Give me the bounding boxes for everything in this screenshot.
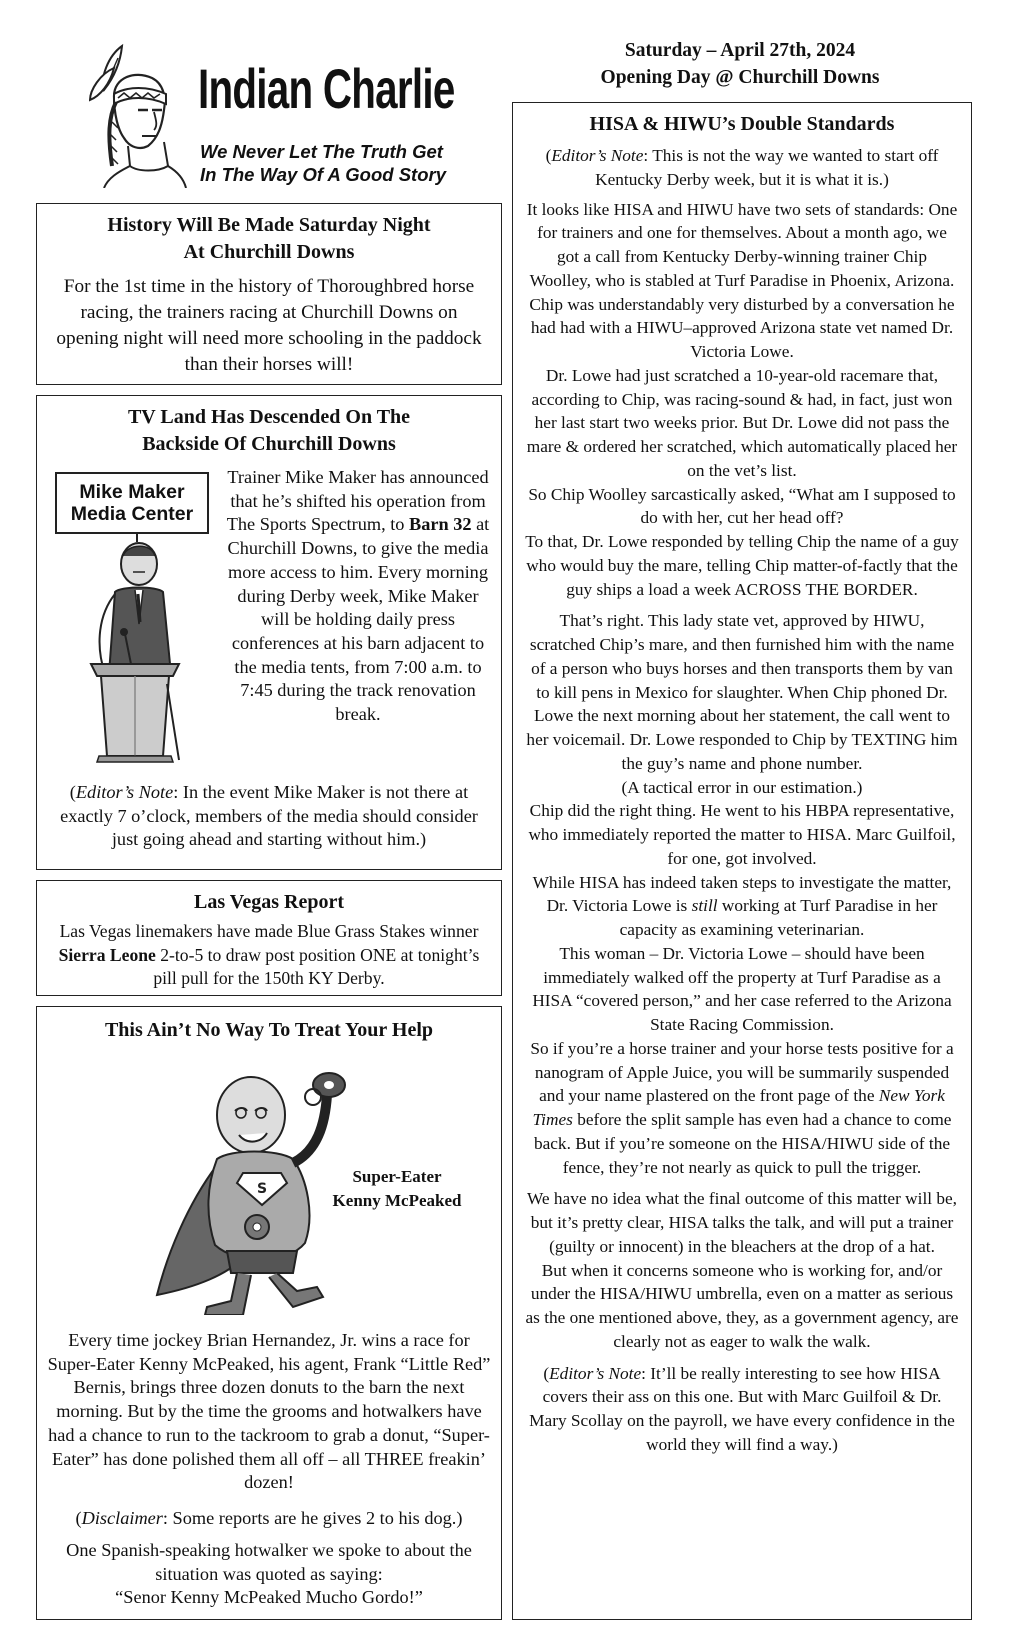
barn-number: Barn 32 (409, 514, 472, 535)
hisa-note-text: : This is not the way we wanted to start off Kentucky Derby week, but it is what it is.) (595, 146, 939, 189)
indian-charlie-mascot-icon (78, 38, 188, 188)
hisa-editors-note: (Editor’s Note: This is not the way we wanted to start off Kentucky Derby week, but it is what it is.) (545, 146, 939, 189)
masthead-title: Indian Charlie (198, 57, 455, 120)
tvland-editors-note: (Editor’s Note: In the event Mike Maker is not there at exactly 7 o’clock, members of the media should consider just going ahead and starting without him.) (60, 782, 478, 850)
history-headline-line-1: History Will Be Made Saturday Night (107, 214, 431, 236)
hisa-headline: HISA & HIWU’s Double Standards (589, 113, 895, 135)
hisa-body (525, 144, 959, 1457)
hisa-paragraph-5: To that, Dr. Lowe responded by telling Chip the name of a guy who would buy the mare, telling Chip matter-of-factly that the guy ships a load a week ACROSS THE BORDER. (525, 532, 959, 599)
caption-line-1: Super-Eater (352, 1167, 442, 1186)
help-headline: This Ain’t No Way To Treat Your Help (104, 1019, 434, 1041)
tagline-line-1: We Never Let The Truth Get (200, 141, 443, 162)
horse-name: Sierra Leone (58, 944, 156, 965)
vegas-body-text-1: Las Vegas linemakers have made Blue Grass Stakes winner (59, 921, 479, 941)
help-quote (47, 1539, 491, 1610)
mike-maker-podium-illustration (55, 534, 215, 764)
hisa-paragraph-3: Dr. Lowe had just scratched a 10-year-old racemare that, according to Chip, was racing-sound & had, in fact, just won her last start two weeks prior. But Dr. Lowe did not pass the mare & ordered her scratched, which automatically placed her on the vet’s list. (526, 365, 958, 480)
hisa-paragraph-6b: (A tactical error in our estimation.) (621, 777, 863, 797)
hisa-note-label: Editor’s Note (551, 146, 644, 165)
cartoon-caption (307, 1165, 487, 1212)
hisa-paragraph-6: That’s right. This lady state vet, approved by HIWU, scratched Chip’s mare, and then furnished him with the name of a person who buys horses and then transports them by van to kill pens in Mexico for slaughter. When Chip phoned Dr. Lowe the next morning about her statement, the call went to her voicemail. Dr. Lowe responded to Chip by TEXTING him the guy’s name and phone number. (526, 611, 958, 773)
hisa-paragraph-4: So Chip Woolley sarcastically asked, “What am I supposed to do with her, cut her head off? (528, 484, 956, 528)
quote-text: “Senor Kenny McPeaked Mucho Gordo!” (115, 1587, 423, 1608)
issue-date: Saturday – April 27th, 2024 (624, 40, 856, 61)
hisa-paragraph-1: It looks like HISA and HIWU have two sets of standards: One for trainers and one for themselves. About a month ago, we got a call from Kentucky Derby-winning trainer Chip Woolley, who is stabled at Turf Paradise in Phoenix, Arizona. (526, 199, 958, 290)
history-body: For the 1st time in the history of Thoroughbred horse racing, the trainers racing at Churchill Downs on opening night will need more schooling in the paddock than their horses will! (56, 276, 482, 375)
masthead-tagline (200, 140, 446, 186)
help-article (36, 1006, 502, 1620)
hisa-paragraph-12: But when it concerns someone who is working for, and/or under the HISA/HIWU umbrella, even on a matter as serious as the one mentioned above, they, as a government agency, are clearly not as eager to walk the walk. (525, 1260, 959, 1351)
svg-text:S: S (256, 1181, 268, 1197)
sign-line-2: Media Center (70, 503, 194, 525)
quote-intro: One Spanish-speaking hotwalker we spoke to about the situation was quoted as saying: (66, 1540, 472, 1584)
tvland-headline-line-1: TV Land Has Descended On The (127, 406, 411, 428)
tvland-headline (37, 404, 501, 458)
editors-note-label: Editor’s Note (75, 782, 174, 802)
hisa-paragraph-11: We have no idea what the final outcome of this matter will be, but it’s pretty clear, HISA talks the talk, and will put a trainer (guilty or innocent) in the bleachers at the drop of a hat. (526, 1189, 958, 1256)
hisa-paragraph-8 (525, 871, 959, 942)
tagline-line-2: In The Way Of A Good Story (200, 164, 446, 185)
hisa-p8-still: still (691, 896, 718, 916)
vegas-headline: Las Vegas Report (193, 891, 344, 913)
hisa-article (512, 102, 972, 1620)
tvland-body-text-2: at Churchill Downs, to give the media more access to him. Every morning during Derby week, Mike Maker will be holding daily press conferences at his barn adjacent to the media tents, from 7:00 a.m. to 7:45 during the track renovation break. (227, 514, 490, 725)
hisa-paragraph-7: Chip did the right thing. He went to his HBPA representative, who immediately reported the matter to HISA. Marc Guilfoil, for one, got involved. (528, 801, 956, 868)
hisa-p10-text-2: before the split sample has even had a chance to come back. But if you’re someone on the HISA/HIWU side of the fence, they’re not nearly as quick to pull the trigger. (533, 1110, 952, 1177)
sign-line-1: Mike Maker (79, 481, 185, 503)
disclaimer-text: : Some reports are he gives 2 to his dog.) (162, 1508, 463, 1528)
vegas-body (47, 920, 491, 991)
tvland-article (36, 395, 502, 870)
history-article (36, 203, 502, 385)
help-disclaimer: (Disclaimer: Some reports are he gives 2 to his dog.) (75, 1508, 463, 1528)
editors-note-text: : In the event Mike Maker is not there at exactly 7 o’clock, members of the media should consider just going ahead and starting without him.) (60, 782, 478, 850)
vegas-article (36, 880, 502, 996)
hisa-p10-nyt: New York Times (532, 1086, 945, 1129)
hisa-p8-text-2: working at Turf Paradise in her capacity as examining veterinarian. (619, 896, 938, 939)
hisa-paragraph-9: This woman – Dr. Victoria Lowe – should have been immediately walked off the property at Turf Paradise as a HISA “covered person,” and her case referred to the Arizona State Racing Commission. (532, 943, 952, 1034)
caption-line-2: Kenny McPeaked (332, 1190, 462, 1210)
history-headline-line-2: At Churchill Downs (183, 241, 355, 263)
tvland-headline-line-2: Backside Of Churchill Downs (142, 433, 396, 455)
hisa-p10-text-1: So if you’re a horse trainer and your horse tests positive for a nanogram of Apple Juice, you will be summarily suspended and your name plastered on the front page of the (530, 1038, 954, 1106)
hisa-note2-label: Editor’s Note (549, 1363, 642, 1383)
issue-event: Opening Day @ Churchill Downs (600, 67, 880, 88)
tvland-body-text-1: Trainer Mike Maker has announced that he’s shifted his operation from The Sports Spectrum, to (226, 467, 489, 535)
masthead-logo (78, 38, 188, 188)
vegas-body-text-2: 2-to-5 to draw post position ONE at tonight’s pill pull for the 150th KY Derby. (153, 944, 480, 989)
disclaimer-label: Disclaimer (81, 1508, 163, 1528)
help-body: Every time jockey Brian Hernandez, Jr. wins a race for Super-Eater Kenny McPeaked, his agent, Frank “Little Red” Bernis, brings three dozen donuts to the barn the next morning. But by the time the grooms and hotwalkers have had a chance to run to the tackroom to grab a donut, “Super-Eater” has done polished them all off – all THREE freakin’ dozen! (47, 1330, 491, 1493)
hisa-paragraph-2: Chip was understandably very disturbed by a conversation he had had with a HIWU–approved Arizona state vet named Dr. Victoria Lowe. (529, 294, 955, 361)
history-headline (37, 212, 501, 266)
hisa-p8-text-1: While HISA has indeed taken steps to investigate the matter, Dr. Victoria Lowe is (532, 872, 952, 916)
hisa-note2-text: : It’ll be really interesting to see how HISA covers their ass on this one. But with Marc Guilfoil & Dr. Mary Scollay on the payroll, we have every confidence in the world they will find a way.) (529, 1363, 955, 1454)
media-center-sign (55, 472, 209, 534)
hisa-editors-note-2: (Editor’s Note: It’ll be really interesting to see how HISA covers their ass on this one. But with Marc Guilfoil & Dr. Mary Scollay on the payroll, we have every confidence in the world they will find a way.) (529, 1363, 955, 1454)
tvland-body (223, 466, 493, 727)
hisa-paragraph-10 (525, 1037, 959, 1180)
